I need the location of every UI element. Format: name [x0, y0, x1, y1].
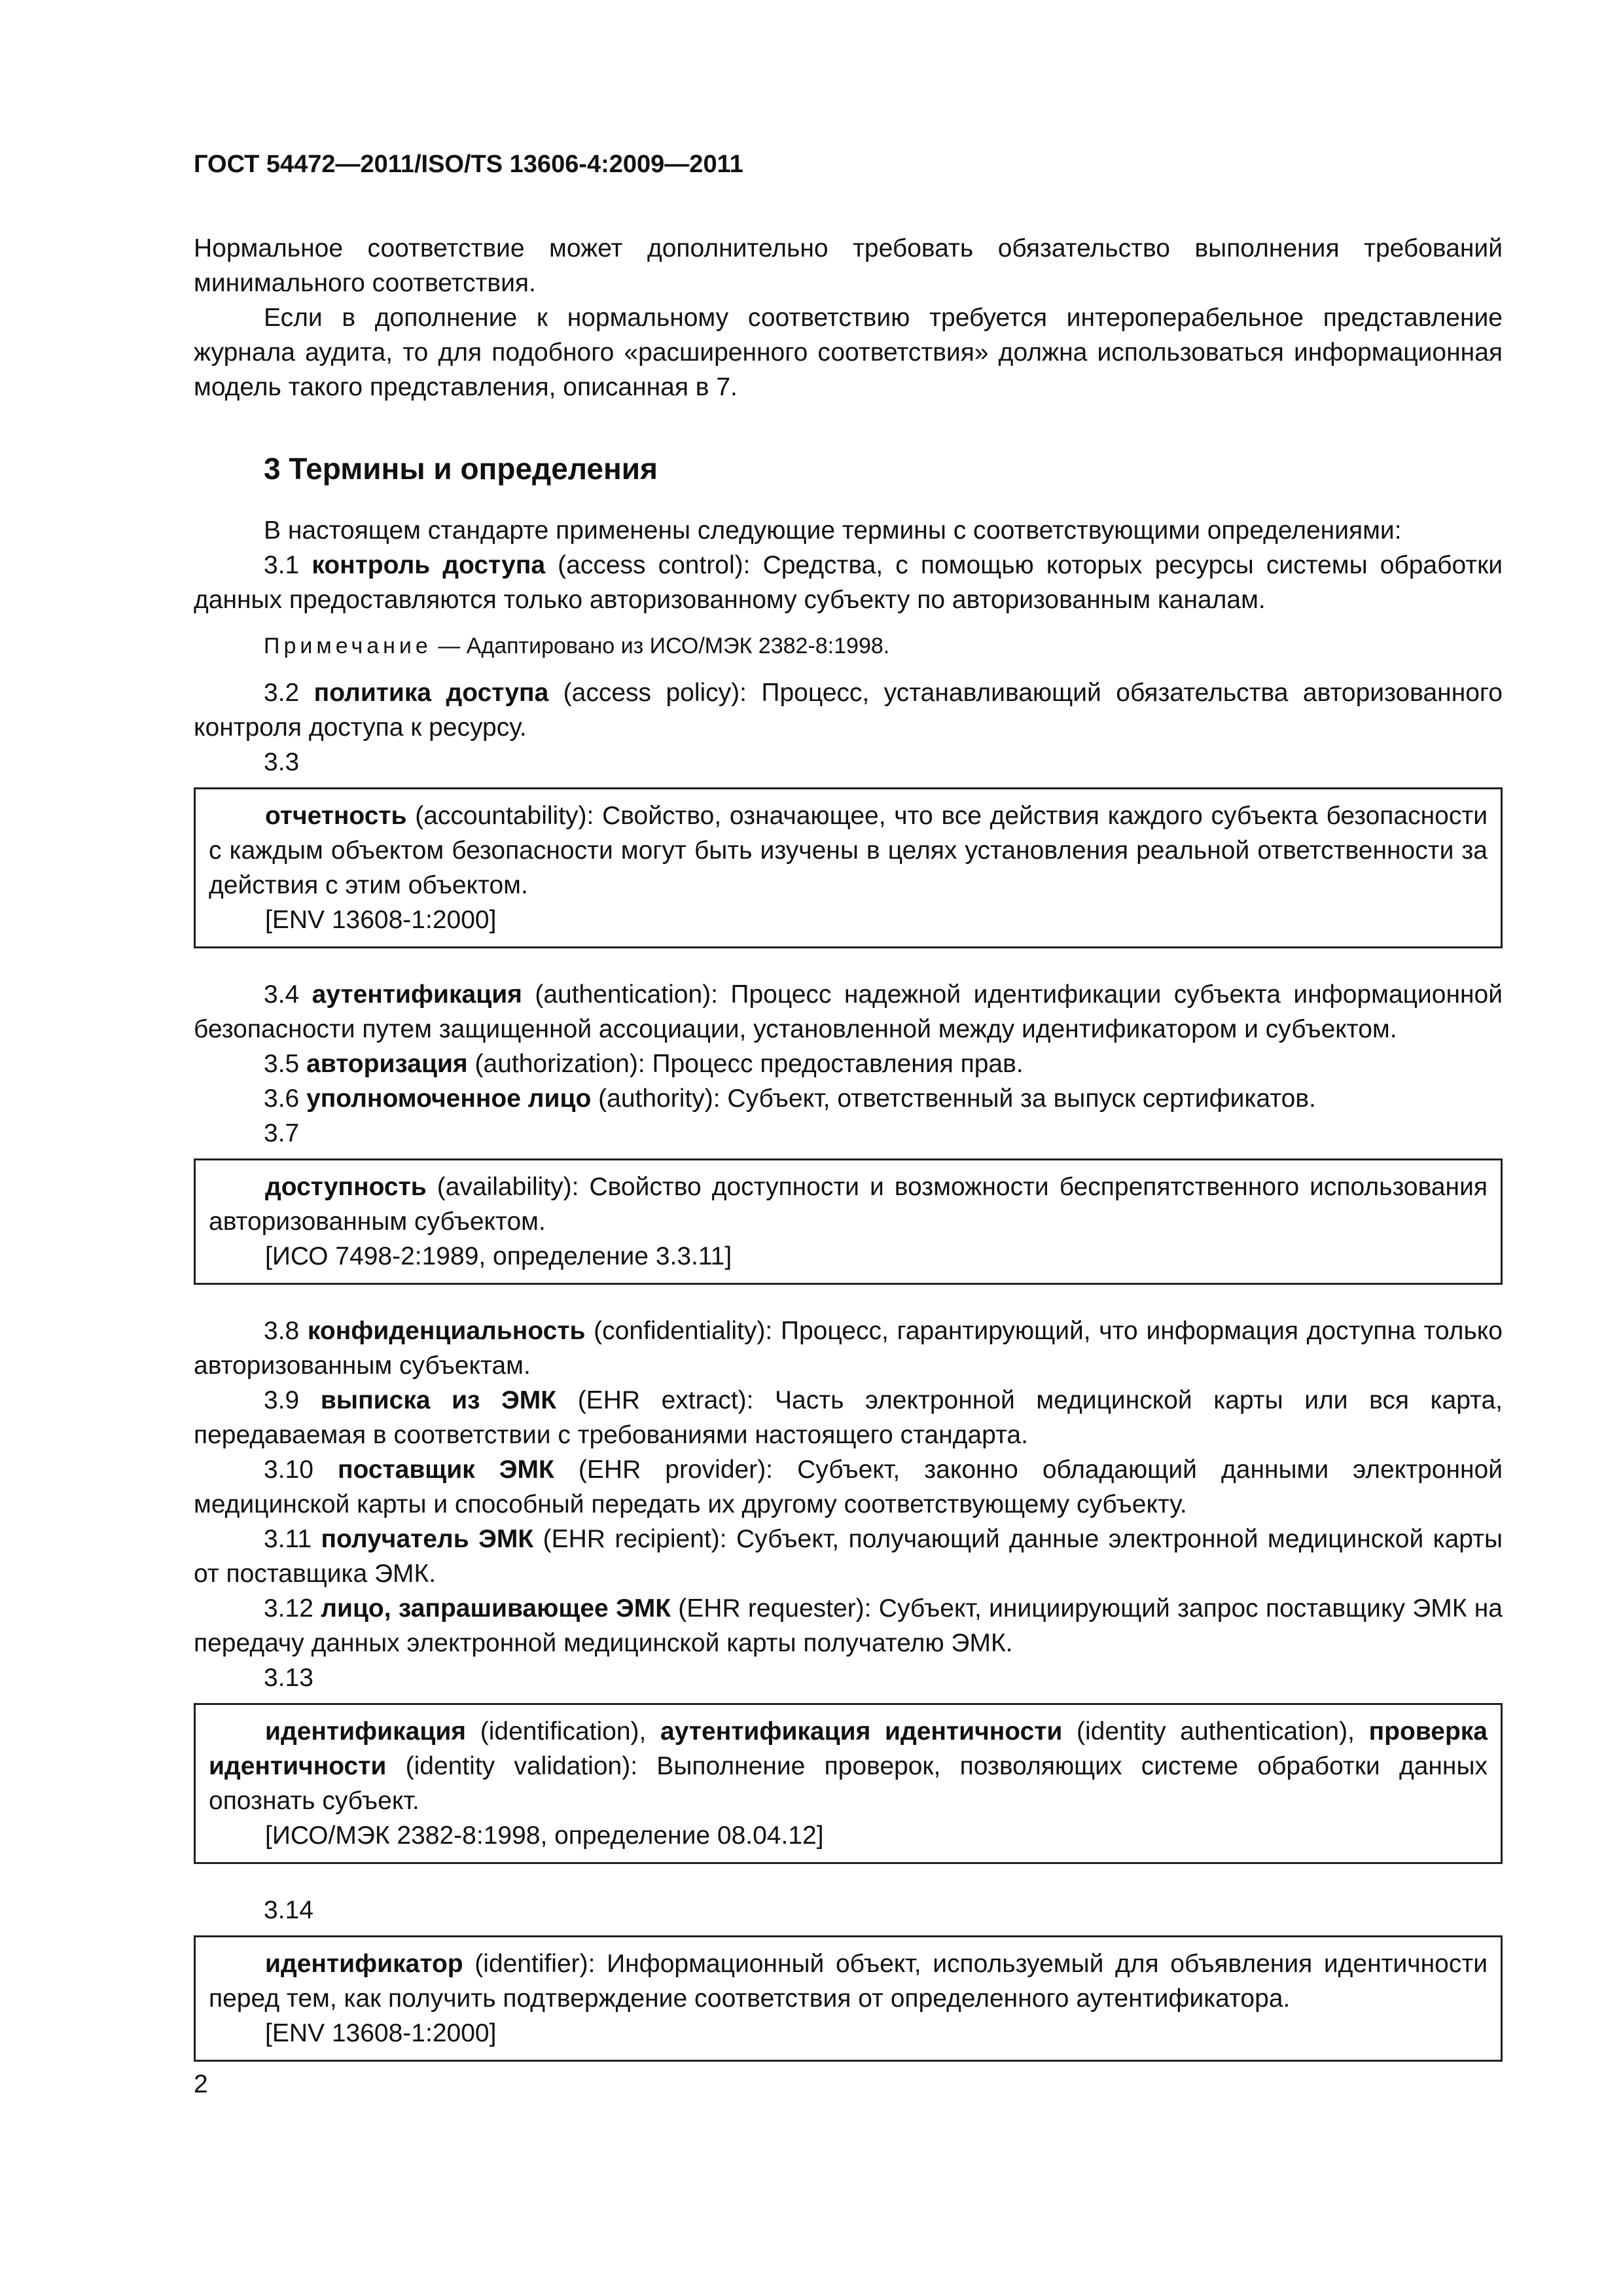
term-definition: (authentication): Процесс надежной идентификации субъекта информационной безопасности путем защищенной ассоциации, установленной между идентификатором и субъектом.	[194, 980, 1503, 1043]
term-name: аутентификация	[312, 980, 522, 1009]
term-3-5	[194, 1047, 1503, 1081]
term-name: доступность	[265, 1173, 427, 1201]
term-name: аутентификация идентичности	[660, 1717, 1063, 1746]
term-name: проверка идентичности	[209, 1717, 1488, 1780]
note-text: — Адаптировано из ИСО/МЭК 2382-8:1998.	[431, 634, 890, 658]
term-english: (identity authentication),	[1062, 1717, 1369, 1746]
term-number: 3.5	[264, 1050, 300, 1078]
term-reference: [ENV 13608-1:2000]	[265, 2019, 497, 2047]
term-3-7	[209, 1170, 1488, 1239]
term-number: 3.9	[264, 1386, 300, 1414]
term-definition: (access control): Средства, с помощью которых ресурсы системы обработки данных предоставляются только авторизованному субъекту по авторизованным каналам.	[194, 551, 1503, 614]
term-number: 3.10	[264, 1456, 313, 1484]
term-box-3-7	[194, 1158, 1503, 1285]
term-definition: (EHR recipient): Субъект, получающий данные электронной медицинской карты от поставщика ЭМК.	[194, 1525, 1503, 1588]
section-title: 3 Термины и определения	[264, 452, 658, 486]
term-number-3-7: 3.7	[264, 1119, 300, 1147]
term-definition: (authorization): Процесс предоставления прав.	[467, 1050, 1024, 1078]
term-name: отчетность	[265, 802, 407, 830]
term-number: 3.12	[264, 1594, 313, 1623]
intro-paragraph-1: Нормальное соответствие может дополнительно требовать обязательство выполнения требований минимального соответствия.	[194, 234, 1503, 297]
term-reference: [ИСО 7498-2:1989, определение 3.3.11]	[265, 1242, 732, 1270]
page-number: 2	[194, 2070, 208, 2098]
note-label: Примечание	[264, 634, 432, 658]
term-number: 3.11	[264, 1525, 312, 1553]
term-3-8	[194, 1314, 1503, 1383]
term-definition: (authority): Субъект, ответственный за выпуск сертификатов.	[591, 1085, 1316, 1113]
term-box-3-13	[194, 1703, 1503, 1864]
term-number: 3.6	[264, 1085, 300, 1113]
term-3-10	[194, 1452, 1503, 1522]
term-box-3-3	[194, 787, 1503, 948]
term-definition: (accountability): Свойство, означающее, что все действия каждого субъекта безопасности с каждым объектом безопасности могут быть изучены в целях установления реальной ответственности за действия с этим объектом.	[209, 802, 1488, 899]
term-3-14	[209, 1946, 1488, 2016]
term-name: выписка из ЭМК	[320, 1386, 557, 1414]
term-definition: (identifier): Информационный объект, используемый для объявления идентичности перед тем, как получить подтверждение соответствия от определенного аутентификатора.	[209, 1950, 1488, 2013]
term-definition: (confidentiality): Процесс, гарантирующий, что информация доступна только авторизованным субъектам.	[194, 1317, 1503, 1380]
term-name: конфиденциальность	[307, 1317, 586, 1345]
term-name: получатель ЭМК	[321, 1525, 534, 1553]
document-page	[194, 147, 1503, 2090]
term-number-3-14: 3.14	[264, 1896, 313, 1924]
term-3-9	[194, 1383, 1503, 1452]
term-definition: (EHR extract): Часть электронной медицинской карты или вся карта, передаваемая в соответствии с требованиями настоящего стандарта.	[194, 1386, 1503, 1449]
term-name: контроль доступа	[312, 551, 546, 579]
note-3-1	[194, 629, 1503, 664]
term-3-3	[209, 798, 1488, 903]
term-definition: (identity validation): Выполнение проверок, позволяющих системе обработки данных опознать субъект.	[209, 1752, 1488, 1815]
term-3-11	[194, 1522, 1503, 1591]
document-header: ГОСТ 54472—2011/ISO/TS 13606-4:2009—2011	[194, 151, 743, 178]
term-number-3-13: 3.13	[264, 1664, 313, 1692]
term-number: 3.8	[264, 1317, 300, 1345]
term-definition: (access policy): Процесс, устанавливающий обязательства авторизованного контроля доступа к ресурсу.	[194, 679, 1503, 742]
term-3-2	[194, 675, 1503, 745]
term-number-3-3: 3.3	[264, 748, 300, 776]
term-name: авторизация	[306, 1050, 468, 1078]
term-definition: (EHR requester): Субъект, инициирующий запрос поставщику ЭМК на передачу данных электронной медицинской карты получателю ЭМК.	[194, 1594, 1503, 1657]
term-name: лицо, запрашивающее ЭМК	[321, 1594, 671, 1623]
term-definition: (availability): Свойство доступности и возможности беспрепятственного использования авторизованным субъектом.	[209, 1173, 1488, 1236]
section-lead: В настоящем стандарте применены следующие термины с соответствующими определениями:	[264, 516, 1402, 545]
term-definition: (EHR provider): Субъект, законно обладающий данными электронной медицинской карты и способный передать их другому соответствующему субъекту.	[194, 1456, 1503, 1518]
term-name: идентификация	[265, 1717, 467, 1746]
term-reference: [ИСО/МЭК 2382-8:1998, определение 08.04.12]	[265, 1821, 824, 1850]
term-box-3-14	[194, 1935, 1503, 2062]
term-number: 3.1	[264, 551, 300, 579]
term-name: уполномоченное лицо	[306, 1085, 592, 1113]
term-reference: [ENV 13608-1:2000]	[265, 906, 497, 934]
term-3-6	[194, 1081, 1503, 1116]
term-name: политика доступа	[313, 679, 549, 707]
term-name: поставщик ЭМК	[337, 1456, 554, 1484]
term-3-4	[194, 977, 1503, 1047]
term-3-12	[194, 1591, 1503, 1660]
term-number: 3.4	[264, 980, 300, 1009]
term-3-13	[209, 1714, 1488, 1818]
intro-paragraph-2: Если в дополнение к нормальному соответствию требуется интероперабельное представление журнала аудита, то для подобного «расширенного соответствия» должна использоваться информационная модель такого представления, описанная в 7.	[194, 304, 1503, 401]
term-3-1	[194, 548, 1503, 617]
term-name: идентификатор	[265, 1950, 463, 1978]
term-number: 3.2	[264, 679, 300, 707]
term-english: (identification),	[466, 1717, 661, 1746]
